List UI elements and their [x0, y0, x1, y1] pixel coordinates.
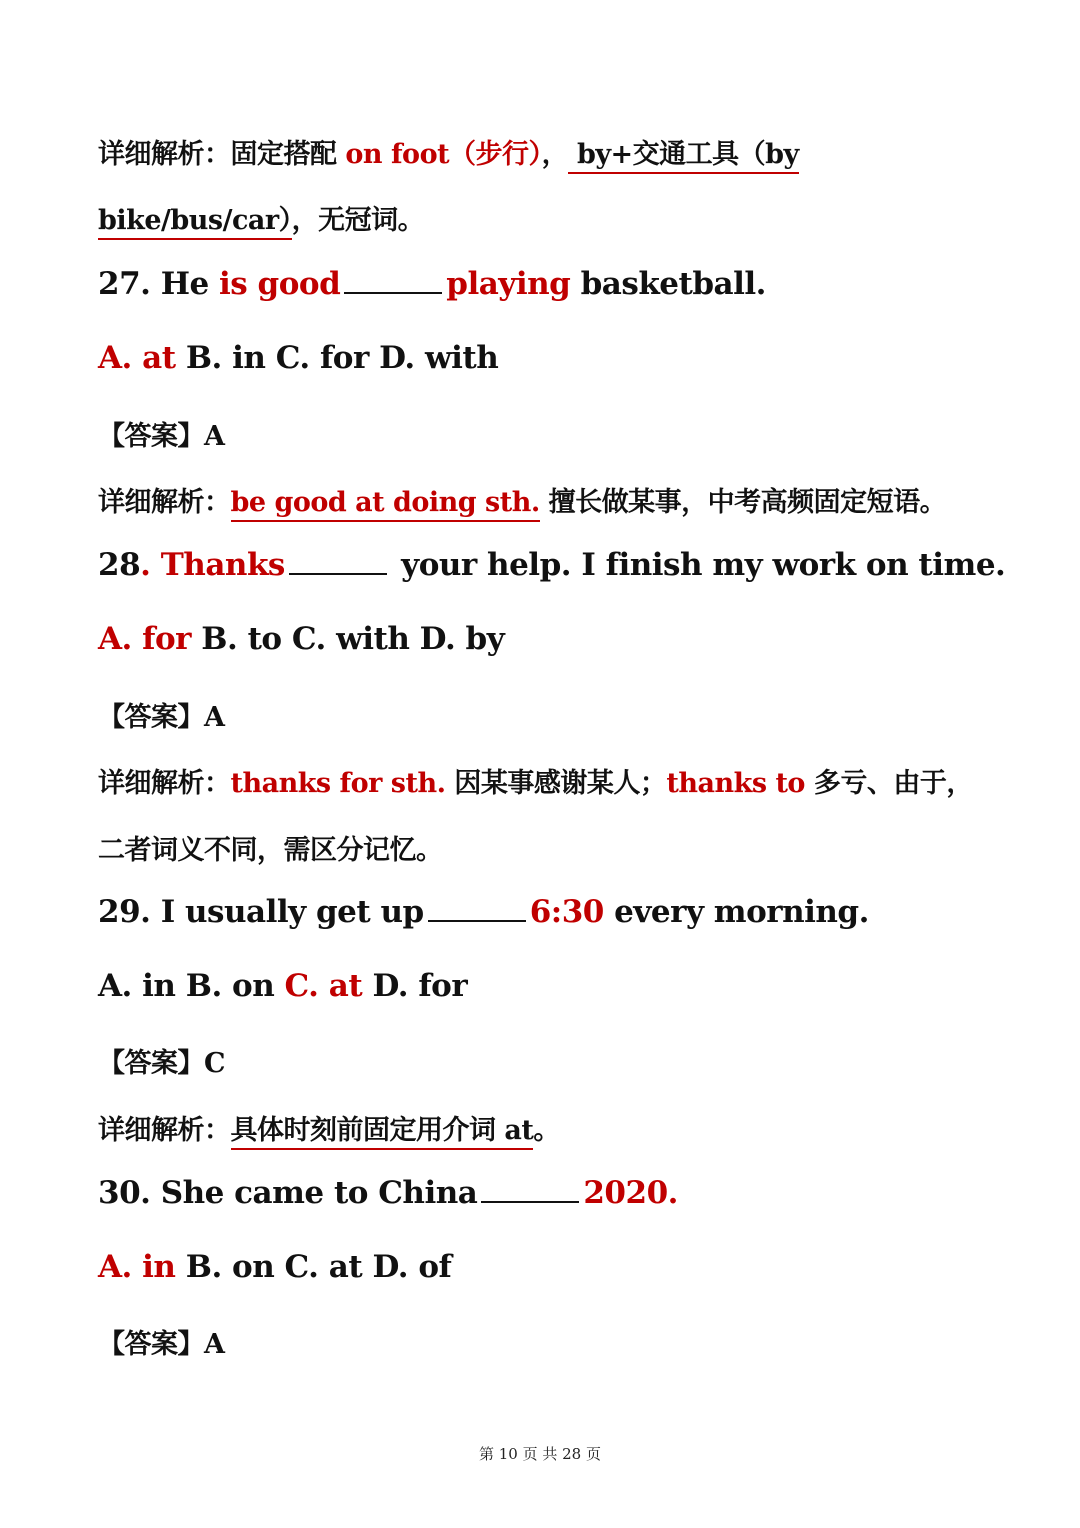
- highlight-phrase: 6:30: [529, 894, 604, 930]
- answer-30: [98, 1322, 224, 1361]
- answer-28: [98, 695, 224, 734]
- answer-29: [98, 1041, 225, 1080]
- explanation-text: 固定搭配: [230, 139, 346, 170]
- highlight-phrase: is good: [219, 266, 341, 302]
- explanation-26-line-2: [98, 198, 424, 237]
- underlined-phrase: 具体时刻前固定用介词 at: [231, 1115, 534, 1150]
- answer-27: [98, 414, 224, 453]
- other-options: A. in B. on: [98, 968, 285, 1004]
- highlight-phrase: 2020.: [583, 1175, 678, 1211]
- page-footer: 第 10 页 共 28 页: [478, 1445, 601, 1463]
- explanation-28-line-2: [98, 828, 443, 867]
- other-options: B. to C. with D. by: [190, 621, 505, 657]
- highlight-phrase: on foot（步行）: [345, 139, 542, 170]
- analysis-label: 详细解析：: [98, 768, 231, 799]
- question-28: [98, 547, 1005, 583]
- explanation-28-line-1: [98, 761, 973, 800]
- question-30: [98, 1175, 678, 1211]
- answer-blank[interactable]: [481, 1197, 579, 1203]
- explanation-text: 。: [533, 1115, 560, 1146]
- answer-blank[interactable]: [289, 569, 387, 575]
- question-number: 28: [98, 547, 141, 583]
- question-27: [98, 266, 766, 302]
- correct-option: A. for: [98, 621, 191, 657]
- answer-label: 【答案】: [98, 1048, 204, 1079]
- question-text: 29. I usually get up: [98, 894, 424, 930]
- answer-label: 【答案】: [98, 702, 204, 733]
- answer-blank[interactable]: [344, 288, 442, 294]
- question-text: your help. I finish my work on time.: [390, 547, 1006, 583]
- options-27: [98, 340, 498, 376]
- question-text: 27. He: [98, 266, 220, 302]
- other-options: B. in C. for D. with: [175, 340, 499, 376]
- highlight-phrase: . Thanks: [140, 547, 285, 583]
- correct-option: C. at: [284, 968, 363, 1004]
- explanation-text: 擅长做某事，中考高频固定短语。: [539, 487, 947, 518]
- underlined-phrase: bike/bus/car）: [98, 205, 292, 240]
- question-29: [98, 894, 869, 930]
- question-text: basketball.: [570, 266, 766, 302]
- answer-blank[interactable]: [428, 916, 526, 922]
- analysis-label: 详细解析：: [98, 1115, 231, 1146]
- answer-value: C: [204, 1048, 225, 1079]
- highlight-phrase: thanks for sth.: [230, 768, 446, 799]
- question-text: 30. She came to China: [98, 1175, 478, 1211]
- answer-label: 【答案】: [98, 421, 204, 452]
- highlight-phrase: thanks to: [666, 768, 805, 799]
- options-30: [98, 1249, 451, 1285]
- explanation-text: ，无冠词。: [291, 205, 425, 236]
- underlined-phrase: by+交通工具（by: [568, 139, 799, 174]
- options-29: [98, 968, 467, 1004]
- options-28: [98, 621, 504, 657]
- correct-option: A. at: [98, 340, 176, 376]
- underlined-phrase: be good at doing sth.: [231, 487, 540, 522]
- answer-value: A: [204, 421, 225, 452]
- highlight-phrase: playing: [446, 266, 571, 302]
- answer-label: 【答案】: [98, 1329, 204, 1360]
- explanation-27: [98, 480, 946, 519]
- explanation-text: 多亏、由于，: [804, 768, 973, 799]
- other-options: B. on C. at D. of: [175, 1249, 452, 1285]
- explanation-29: [98, 1108, 560, 1147]
- answer-value: A: [204, 1329, 225, 1360]
- explanation-text: 二者词义不同，需区分记忆。: [98, 835, 443, 866]
- analysis-label: 详细解析：: [98, 139, 231, 170]
- punctuation: ，: [541, 139, 569, 170]
- explanation-26-line-1: [98, 132, 799, 171]
- analysis-label: 详细解析：: [98, 487, 231, 518]
- answer-value: A: [204, 702, 225, 733]
- explanation-text: 因某事感谢某人；: [445, 768, 667, 799]
- correct-option: A. in: [98, 1249, 176, 1285]
- question-text: every morning.: [603, 894, 869, 930]
- other-options: D. for: [362, 968, 468, 1004]
